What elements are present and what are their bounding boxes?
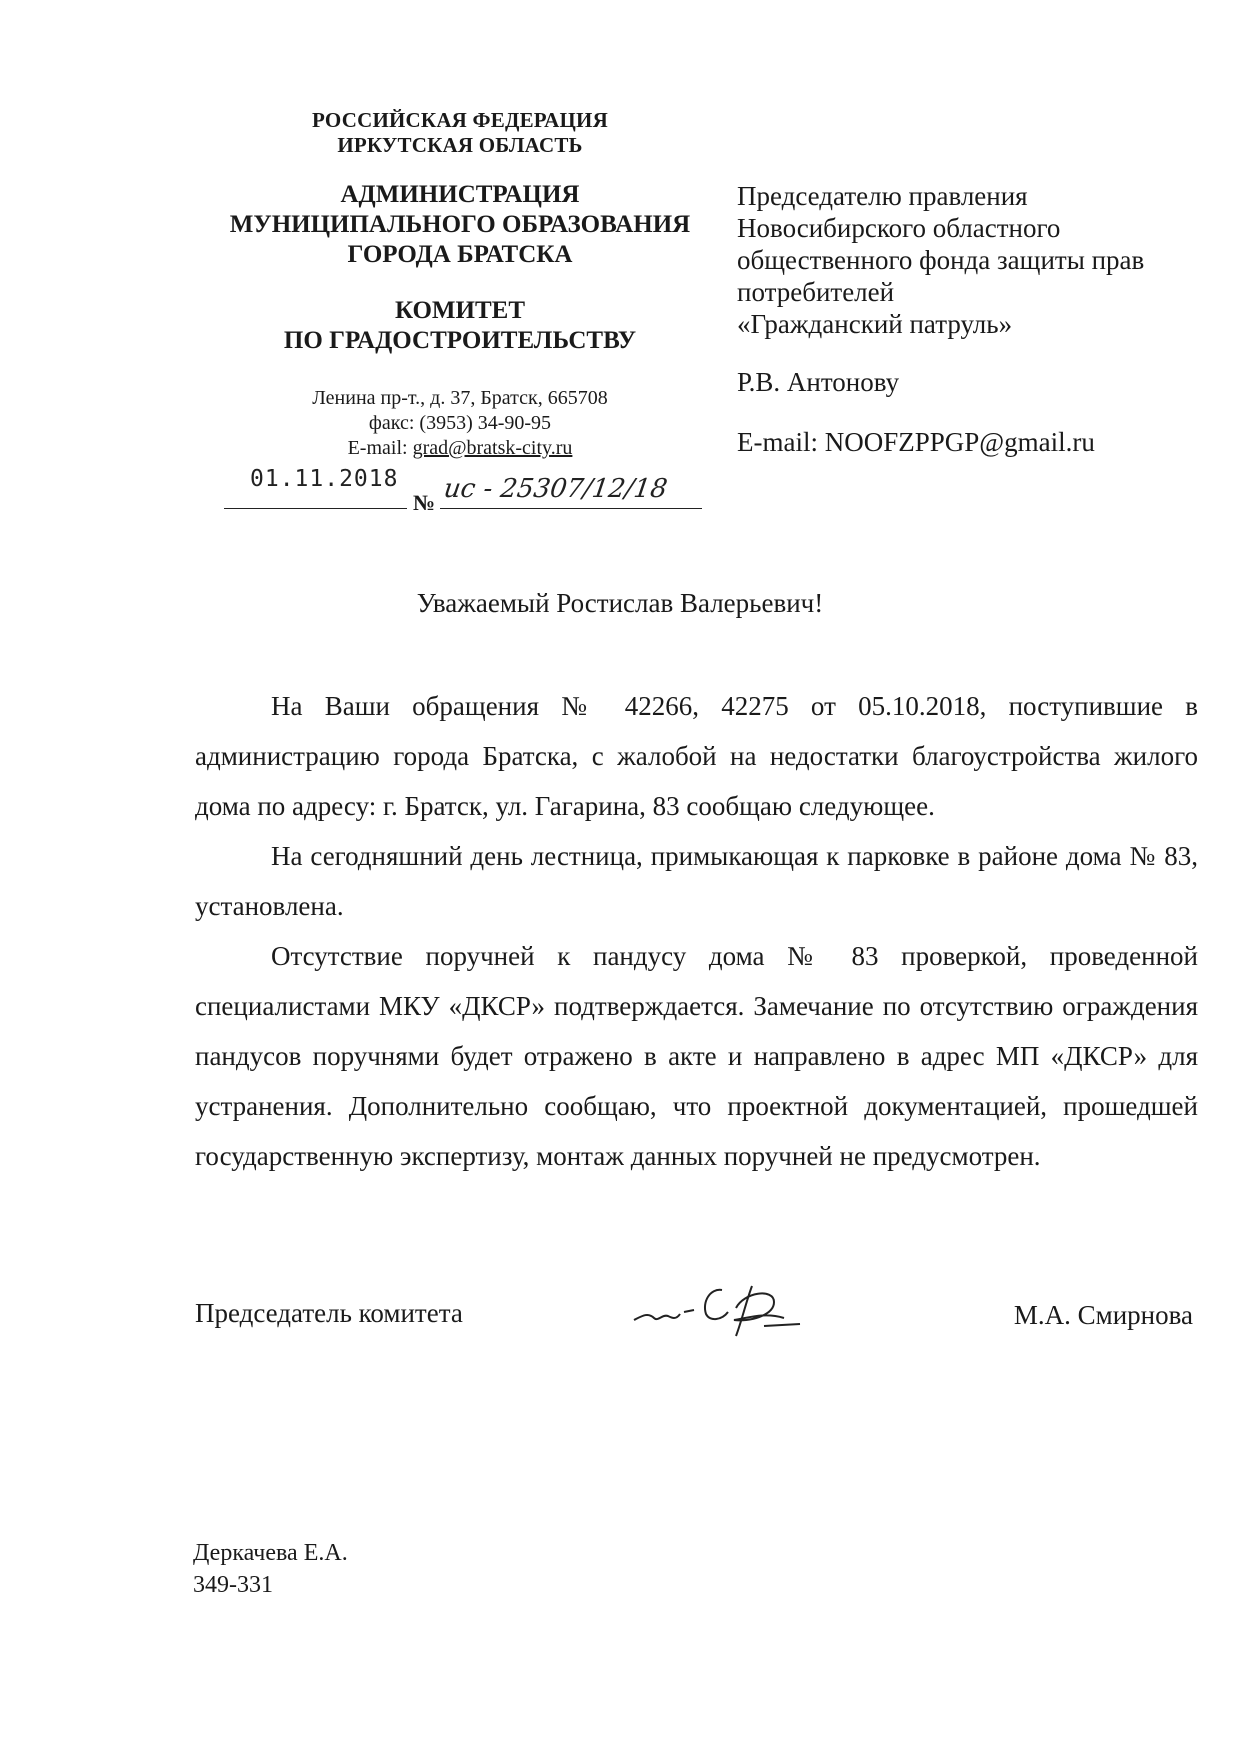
body-paragraph: Отсутствие поручней к пандусу дома № 83 проверкой, проведенной специалистами МКУ «ДКСР» подтверждается. Замечание по отсутствию ограждения пандусов поручнями будет отражено в акте и направлено в адрес МП «ДКСР» для устранения. Дополнительно сообщаю, что проектной документацией, прошедшей государственную экспертизу, монтаж данных поручней не предусмотрен. [195, 941, 1198, 1171]
registration-number-underline [440, 508, 702, 509]
letter-body [195, 681, 1198, 1181]
addressee-line-3: общественного фонда защиты прав [737, 245, 1145, 275]
addressee-email: E-mail: NOOFZPPGP@gmail.ru [737, 427, 1095, 457]
letterhead-region: ИРКУТСКАЯ ОБЛАСТЬ [337, 133, 583, 157]
registration-date-stamp: 01.11.2018 [250, 466, 399, 492]
addressee-name: Р.В. Антонову [737, 367, 900, 397]
executor-name: Деркачева Е.А. [193, 1540, 348, 1566]
letterhead-contacts [210, 386, 710, 461]
addressee-line-1: Председателю правления [737, 181, 1028, 211]
admin-line-1: АДМИНИСТРАЦИЯ [340, 181, 580, 208]
registration-number-label: № [413, 490, 436, 515]
letterhead-email-row [210, 436, 710, 461]
letterhead-email-link[interactable]: grad@bratsk-city.ru [412, 437, 573, 459]
registration-number-handwritten: ис - 25307/12/18 [441, 474, 670, 504]
addressee-line-2: Новосибирского областного [737, 213, 1061, 243]
addressee-line-4: потребителей [737, 277, 895, 307]
admin-line-2: МУНИЦИПАЛЬНОГО ОБРАЗОВАНИЯ [229, 211, 691, 238]
addressee-line-5: «Гражданский патруль» [737, 309, 1013, 339]
letterhead-fax: факс: (3953) 34-90-95 [368, 412, 552, 434]
greeting: Уважаемый Ростислав Валерьевич! [416, 588, 824, 618]
registration-date-underline [224, 508, 407, 509]
body-paragraph: На сегодняшний день лестница, примыкающая к парковке в районе дома № 83, установлена. [195, 841, 1198, 921]
letterhead-address: Ленина пр-т., д. 37, Братск, 665708 [312, 387, 608, 409]
executor-phone: 349-331 [193, 1572, 273, 1598]
body-paragraph: На Ваши обращения № 42266, 42275 от 05.10.2018, поступившие в администрацию города Братска, с жалобой на недостатки благоустройства жилого дома по адресу: г. Братск, ул. Гагарина, 83 сообщаю следующее. [195, 691, 1198, 821]
letterhead-committee [210, 296, 710, 356]
handwritten-signature [624, 1268, 834, 1348]
admin-line-3: ГОРОДА БРАТСКА [347, 241, 573, 268]
letterhead-email-label: E-mail: [347, 437, 413, 459]
letterhead [210, 108, 710, 461]
addressee-block [737, 180, 1197, 458]
signatory-name: М.А. Смирнова [1013, 1300, 1193, 1330]
committee-line-1: КОМИТЕТ [394, 297, 526, 324]
letterhead-administration [210, 180, 710, 270]
signatory-title: Председатель комитета [195, 1298, 463, 1328]
letterhead-country: РОССИЙСКАЯ ФЕДЕРАЦИЯ [312, 108, 608, 132]
committee-line-2: ПО ГРАДОСТРОИТЕЛЬСТВУ [283, 327, 637, 354]
executor-block [193, 1537, 348, 1601]
